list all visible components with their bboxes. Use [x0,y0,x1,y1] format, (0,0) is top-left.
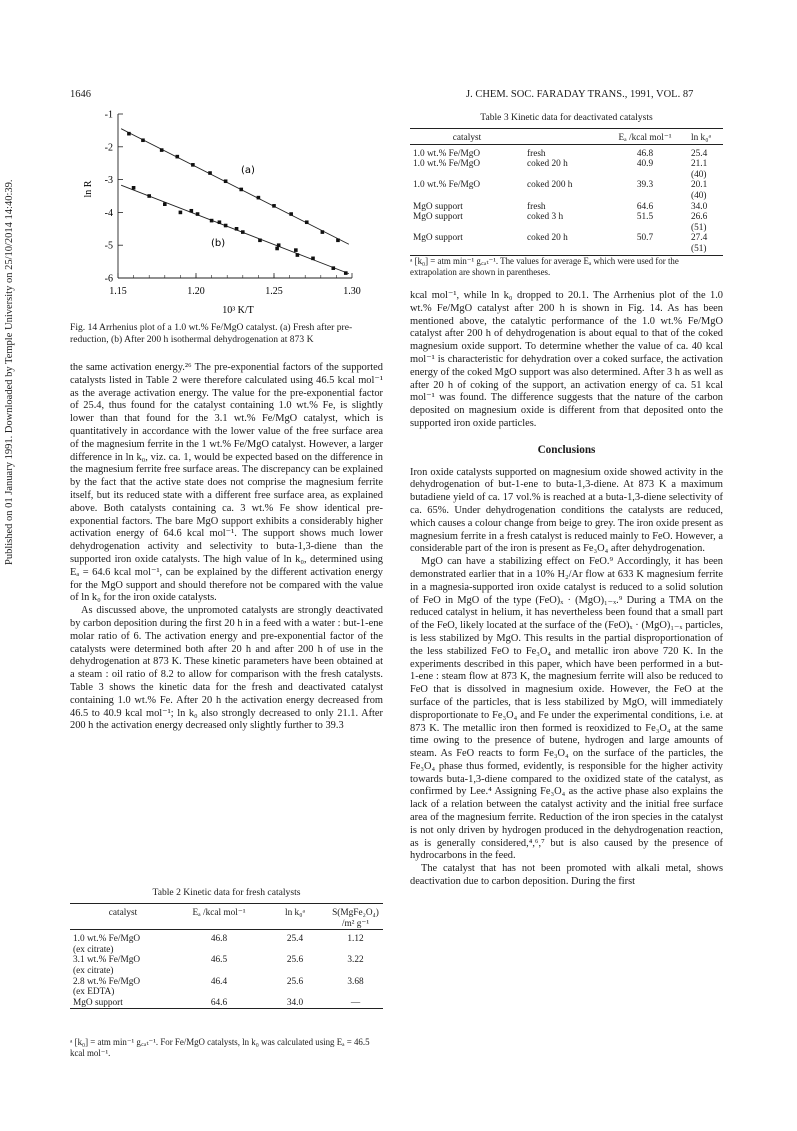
table-3-col-state [524,129,602,145]
table2-cell: 64.6 [210,997,228,1008]
series-a-point [239,188,243,192]
series-a-point [141,138,145,142]
table2-cell [262,945,328,956]
table-3-header-row [410,129,723,145]
series-b-point [331,266,335,270]
series-b-point [147,194,151,198]
table-2-col-catalyst: catalyst [108,908,138,918]
y-tick-label: -5 [104,240,113,252]
table-2-header-row [70,904,383,930]
table3-cell: 40.9 [636,159,654,170]
table2-cell: (ex citrate) [73,965,114,976]
series-a-fit-line [121,129,349,245]
table3-cell: 25.4 [691,148,708,159]
table-2 [70,903,383,1009]
table-3-footnote: ᵃ [k₀] = atm min⁻¹ g꜀ₐₜ⁻¹. The values for average Eₐ which were used for the extrapolation are shown in parentheses. [410,256,679,277]
series-b-point [235,227,239,231]
table2-row [70,998,383,1009]
table2-cell [328,987,383,998]
table2-cell [262,987,328,998]
series-a-point [336,238,340,242]
series-a-point [191,163,195,167]
right-paragraph-1: kcal mol⁻¹, while ln k₀ dropped to 20.1. The Arrhenius plot of the 1.0 wt.% Fe/MgO catalyst after 200 h is shown in Fig. 14. As has been mentioned above, the catalytic performance of the 1.0 wt.% Fe/MgO catalyst after 200 h of dehydrogenation is about equal to that of the coked magnesium oxide support. To determine whether the value of ca. 40 kcal mol⁻¹ is characteristic for dehydration over a coked surface, the activation energy of the coked MgO support was also determined. After 3 h as well as after 20 h of coking of the support, an activation energy of ca. 51 kcal mol⁻¹ was found. The difference suggests that the nature of the carbon deposited on magnesium oxide is different from that deposited onto the supported iron oxide particles. [410,290,723,429]
download-note: Published on 01 January 1991. Downloaded by Temple University on 25/10/2014 14:40:39. [4,179,15,565]
table3-cell: MgO support [413,212,463,223]
series-b-point [132,186,136,190]
table3-cell: 20.1 (40) [691,180,708,201]
series-a-point [127,132,131,136]
table3-row [410,159,723,180]
table3-cell: MgO support [413,201,463,212]
table3-row [410,202,723,213]
arrhenius-plot [70,104,380,329]
table2-row [70,987,383,998]
table2-cell: 46.5 [210,955,228,966]
figure-14 [70,104,380,329]
table3-cell: 46.8 [636,148,654,159]
series-b-point [218,220,222,224]
series-b-point [241,230,245,234]
table2-cell: 1.0 wt.% Fe/MgO [73,934,141,945]
table3-cell: 50.7 [636,233,654,244]
page-number: 1646 [70,89,91,100]
x-tick-label: 1.30 [343,286,361,297]
table2-cell: 1.12 [347,934,364,945]
table3-row [410,233,723,255]
table2-cell: 34.0 [286,997,304,1008]
journal-header: J. CHEM. SOC. FARADAY TRANS., 1991, VOL. 87 [466,89,694,100]
series-a-point [305,220,309,224]
series-a-point [160,148,164,152]
series-b-point [258,238,262,242]
x-tick-label: 1.25 [265,286,283,297]
left-paragraph-1: the same activation energy.²⁶ The pre-exponential factors of the supported catalysts listed in Table 2 were therefore calculated using 46.5 kcal mol⁻¹ as the average activation energy. The value for the pre-exponential factor of 25.4, thus found for the catalyst containing 1.0 wt.% Fe, is slightly lower than that found for the 3.1 wt.% Fe/MgO catalyst, which is quantitatively in accordance with the lower value of the free surface area of the magnesium ferrite in the 1 wt.% Fe/MgO catalyst. However, a larger difference in ln k₀, viz. ca. 1, would be expected based on the difference in the magnesium ferrite free surface areas. The discrepancy can be explained by the fact that the active state does not comprise the magnesium ferrite itself, but its reduced state with a different free surface area, as explained above. Both catalysts containing ca. 3 wt.% Fe show identical pre-exponential factors. The bare MgO support exhibits a considerably higher activation energy of 64.6 kcal mol⁻¹. The support shows much lower dehydrogenation activity and selectivity to buta-1,3-diene than the supported iron oxide catalysts. The high value of ln k₀, determined using Eₐ = 64.6 kcal mol⁻¹, can be explained by the different activation energy for the MgO support and should therefore not be compared with the value of ln k₀ for the iron oxide catalysts. [70,362,383,604]
table3-cell: coked 200 h [527,180,573,191]
table3-cell: 1.0 wt.% Fe/MgO [413,148,481,159]
section-heading-conclusions: Conclusions [537,443,596,456]
table2-cell: 3.22 [347,955,364,966]
y-axis-label: ln R [83,180,94,198]
x-tick-label: 1.20 [187,286,205,297]
table2-cell [262,966,328,977]
x-axis-label: 10³ K/T [222,305,254,316]
series-a-point [257,196,261,200]
series-b-point [277,243,281,247]
series-b-point [210,219,214,223]
table-2-footnote: ᵃ [k₀] = atm min⁻¹ g꜀ₐₜ⁻¹. For Fe/MgO catalysts, ln k₀ was calculated using Eₐ = 46.5 kcal mol⁻¹. [70,1037,370,1058]
table-2-col-surface: S(MgFe₂O₄) /m² g⁻¹ [332,908,379,929]
series-b-point [196,212,200,216]
left-column [70,362,383,733]
right-column [410,290,723,889]
series-a-point [224,179,228,183]
table3-cell: MgO support [413,233,463,244]
series-a-point [321,230,325,234]
table2-cell: 3.68 [347,976,364,987]
table3-row [410,212,723,233]
table2-cell: 2.8 wt.% Fe/MgO [73,976,141,987]
table2-cell [328,945,383,956]
series-a-label: (a) [241,165,255,176]
table3-cell: fresh [527,201,546,212]
x-tick-label: 1.15 [109,286,127,297]
table-2-col-lnk0: ln k₀ᵃ [285,908,305,918]
table-3-col-lnk0: ln k₀ᵃ [691,133,711,143]
table2-cell [176,966,262,977]
table3-cell: coked 20 h [527,233,568,244]
y-tick-label: -4 [104,207,113,219]
series-b-point [163,202,167,206]
table2-row [70,930,383,945]
table2-cell: 25.4 [286,934,304,945]
table2-cell: (ex citrate) [73,944,114,955]
table2-cell: 46.8 [210,934,228,945]
table3-cell: 51.5 [636,212,654,223]
table2-cell: 25.6 [286,955,304,966]
table2-row [70,945,383,956]
series-b-point [179,211,183,215]
table2-cell: 25.6 [286,976,304,987]
y-tick-label: -1 [104,109,113,121]
table2-cell [176,945,262,956]
table2-row [70,977,383,988]
table-3 [410,128,723,256]
table3-row [410,144,723,159]
right-paragraph-2: Iron oxide catalysts supported on magnesium oxide showed activity in the dehydrogenation of but-1-ene to buta-1,3-diene. At 873 K a maximum butadiene yield of ca. 17 vol.% is reached at a buta-1,3-diene selectivity of ca. 65%. Under dehydrogenation conditions the catalysts are reduced, which causes a colour change from beige to grey. The iron oxide present as magnesium ferrite in a fresh catalyst is reduced mainly to FeO. However, a considerable part of the iron is present as Fe₃O₄ after dehydrogenation. [410,466,723,555]
series-a-point [175,155,179,159]
y-tick-label: -2 [104,142,113,154]
y-tick-label: -6 [104,273,113,285]
series-b-point [224,224,228,228]
table2-cell: — [350,997,361,1008]
right-paragraph-4: The catalyst that has not been promoted with alkali metal, shows deactivation due to carbon deposition. During the first [410,863,723,888]
table3-cell: 34.0 [691,201,708,212]
series-b-point [311,257,315,261]
table3-cell: 1.0 wt.% Fe/MgO [413,180,481,191]
table3-row [410,180,723,201]
table2-row [70,966,383,977]
table3-cell: 21.1 (40) [691,159,708,180]
table-3-col-catalyst: catalyst [452,133,482,143]
table-2-col-ea: Eₐ /kcal mol⁻¹ [192,908,246,918]
series-b-point [294,248,298,252]
table2-cell: 46.4 [210,976,228,987]
series-a-point [272,204,276,208]
table-3-title: Table 3 Kinetic data for deactivated catalysts [480,112,653,123]
table-2-title: Table 2 Kinetic data for fresh catalysts [152,887,301,898]
table3-cell: 39.3 [636,180,654,191]
y-tick-label: -3 [104,175,113,187]
table-3-col-ea: Eₐ /kcal mol⁻¹ [618,133,672,143]
series-b-label: (b) [211,238,226,249]
series-b-point [296,253,300,257]
series-b-point [344,271,348,275]
table3-cell: fresh [527,148,546,159]
left-paragraph-2: As discussed above, the unpromoted catalysts are strongly deactivated by carbon deposition during the first 20 h in a feed with a water : but-1-ene molar ratio of 6. The activation energy and pre-exponential factor of the catalysts were determined both after 20 h and after 200 h of use in the dehydrogenation at 873 K. These kinetic parameters have been obtained at a steam : oil ratio of 8.2 to allow for comparison with the fresh catalysts. Table 3 shows the kinetic data for the fresh and deactivated catalyst containing 1.0 wt.% Fe. After 20 h the activation energy decreased from 46.5 to 40.9 kcal mol⁻¹; ln k₀ also strongly decreased to only 21.1. After 200 h the activation energy decreased only slightly further to 39.3 [70,605,383,732]
table3-cell: coked 3 h [527,212,564,223]
table2-cell: (ex EDTA) [73,987,115,998]
series-b-point [190,209,194,213]
table2-cell: MgO support [73,997,123,1008]
table2-cell [328,966,383,977]
series-b-point [275,247,279,251]
right-paragraph-3: MgO can have a stabilizing effect on FeO.⁹ Accordingly, it has been demonstrated earlier that in a 10% H₂/Ar flow at 633 K magnesium ferrite in a magnesia-supported iron oxide catalyst is reduced to a solid solution of FeO in MgO of the type (FeO)ₓ · (MgO)₁₋ₓ.⁹ During a TMA on the reduced catalyst in helium, it has nevertheless been found that a small part of the FeO, likely located at the surface of the (FeO)ₓ · (MgO)₁₋ₓ particles, is less stabilized by MgO. This results in the partial disproportionation of the less stabilized FeO to Fe₃O₄ and metallic iron above 720 K. In the experiments described in this paper, which have been performed in a but-1-ene : steam flow at 873 K, the magnesium ferrite will also be reduced to FeO that is dissolved in magnesium oxide. However, the FeO at the surface of the particles, that is less stabilized by MgO, will immediately disproportionate to Fe₃O₄ and Fe under the experimental conditions, i.e. at 873 K. The metallic iron then formed is reoxidized to Fe₃O₄ at the same time owing to the presence of butene, hydrogen and large amounts of steam. As FeO reacts to form Fe₃O₄ on the surface of the particles, the Fe₃O₄ phase thus formed, evidently, is responsible for the higher activity towards buta-1,3-diene compared to the oxidized state of the catalyst, as confirmed by Lee.⁴ Assigning Fe₃O₄ as the active phase also explains the lack of a relation between the catalyst activity and the initial free surface area of the magnesium ferrite. Reduction of the iron species in the catalyst is not only driven by hydrogen produced in the dehydrogenation reaction, as is generally considered,⁴,⁶,⁷ but is also caused by the presence of hydrocarbons in the feed. [410,556,723,862]
figure-caption: Fig. 14 Arrhenius plot of a 1.0 wt.% Fe/MgO catalyst. (a) Fresh after pre-reduction, (b) After 200 h isothermal dehydrogenation at 873 K [70,322,353,345]
series-a-point [289,212,293,216]
table3-cell: 26.6 (51) [691,212,708,233]
table2-cell [176,987,262,998]
table2-cell: 3.1 wt.% Fe/MgO [73,955,141,966]
table2-row [70,955,383,966]
table3-cell: 1.0 wt.% Fe/MgO [413,159,481,170]
series-a-point [208,171,212,175]
table3-cell: 64.6 [636,201,654,212]
table3-cell: 27.4 (51) [691,233,708,254]
table3-cell: coked 20 h [527,159,568,170]
